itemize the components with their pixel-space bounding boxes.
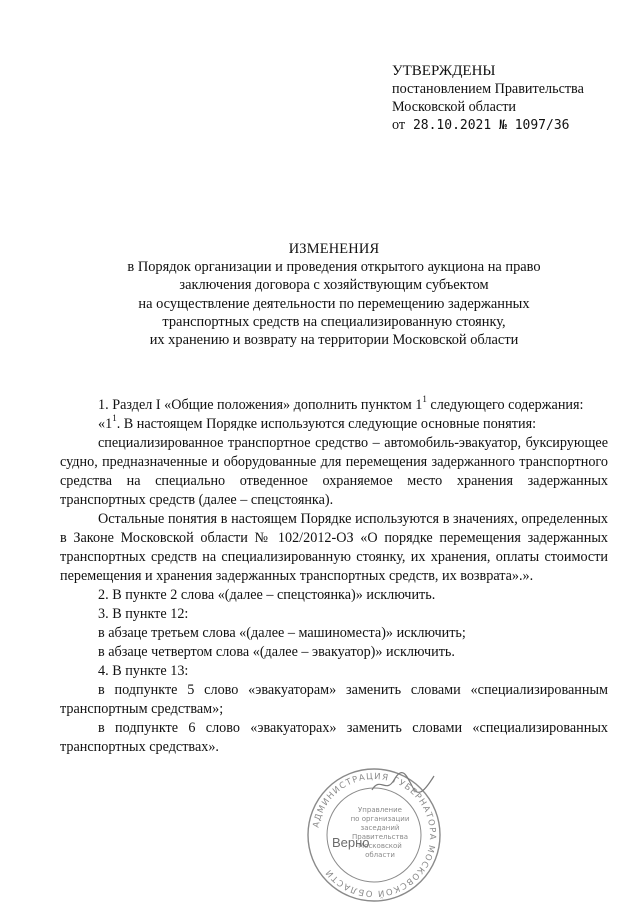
paragraph-6: 3. В пункте 12: [98,606,189,622]
stamp-verno: Верно [332,835,370,850]
paragraph-8: в абзаце четвертом слова «(далее – эвакуатор)» исключить. [98,644,455,660]
paragraph-7: в абзаце третьем слова «(далее – машиноместа)» исключить; [98,625,466,641]
paragraph-2-text: «1 [98,416,113,432]
paragraph-2 [60,415,608,434]
title-line-2: заключения договора с хозяйствующим субъектом [179,277,489,294]
superscript: 1 [112,413,117,424]
paragraph-2-tail: . В настоящем Порядке используются следующие основные понятия: [116,416,537,432]
document-title [60,240,608,349]
svg-text:Управление: Управление [358,806,402,814]
paragraph-1-text: 1. Раздел I «Общие положения» дополнить пунктом 1 [98,397,423,413]
document-body [60,396,608,757]
paragraph-1 [60,396,608,415]
paragraph-5: 2. В пункте 2 слова «(далее – спецстоянка)» исключить. [98,587,436,603]
title-line-3: на осуществление деятельности по перемещению задержанных [138,295,530,312]
title-line-4: транспортных средств на специализированную стоянку, [162,313,506,330]
svg-text:области: области [365,851,395,859]
svg-text:заседаний: заседаний [360,824,400,832]
approval-line-1: постановлением Правительства [392,81,584,97]
superscript: 1 [422,394,427,405]
approval-block [392,62,584,135]
signature-scribble [368,770,438,796]
paragraph-3: специализированное транспортное средство – автомобиль-эвакуатор, буксирующее судно, предназначенные и оборудованные для перемещения задержанного транспортного средства на специально отведенное охраняемое место хранения задержанных транспортных средств (далее – спецстоянка). [60,435,608,508]
date-prefix: от [392,117,406,133]
approval-line-2: Московской области [392,99,517,115]
paragraph-11: в подпункте 6 слово «эвакуаторах» заменить словами «специализированных транспортных средствах». [60,720,608,755]
title-main: ИЗМЕНЕНИЯ [288,241,380,257]
svg-text:Правительства: Правительства [352,833,408,841]
paragraph-1-tail: следующего содержания: [426,397,584,413]
svg-text:Московской: Московской [358,842,402,850]
title-line-5: их хранению и возврату на территории Московской области [149,332,519,349]
paragraph-4: Остальные понятия в настоящем Порядке используются в значениях, определенных в Законе Московской области № 102/2012-ОЗ «О порядке перемещения задержанных транспортных средств на специализированную стоянку, их хранения, оплаты стоимости перемещения и хранения задержанных транспортных средств, их возврата».». [60,511,608,584]
title-line-1: в Порядок организации и проведения открытого аукциона на право [127,259,541,276]
approval-date: 28.10.2021 [412,118,492,133]
approval-heading: УТВЕРЖДЕНЫ [392,63,496,79]
svg-text:по организации: по организации [350,815,410,823]
approval-number: № 1097/36 [499,118,570,133]
paragraph-9: 4. В пункте 13: [98,663,189,679]
paragraph-10: в подпункте 5 слово «эвакуаторам» заменить словами «специализированным транспортным средствам»; [60,682,608,717]
svg-text:АДМИНИСТРАЦИЯ ГУБЕРНАТОРА МОСК: АДМИНИСТРАЦИЯ ГУБЕРНАТОРА МОСКОВСКОЙ ОБЛАСТИ [311,771,438,899]
approval-date-row [392,116,584,135]
